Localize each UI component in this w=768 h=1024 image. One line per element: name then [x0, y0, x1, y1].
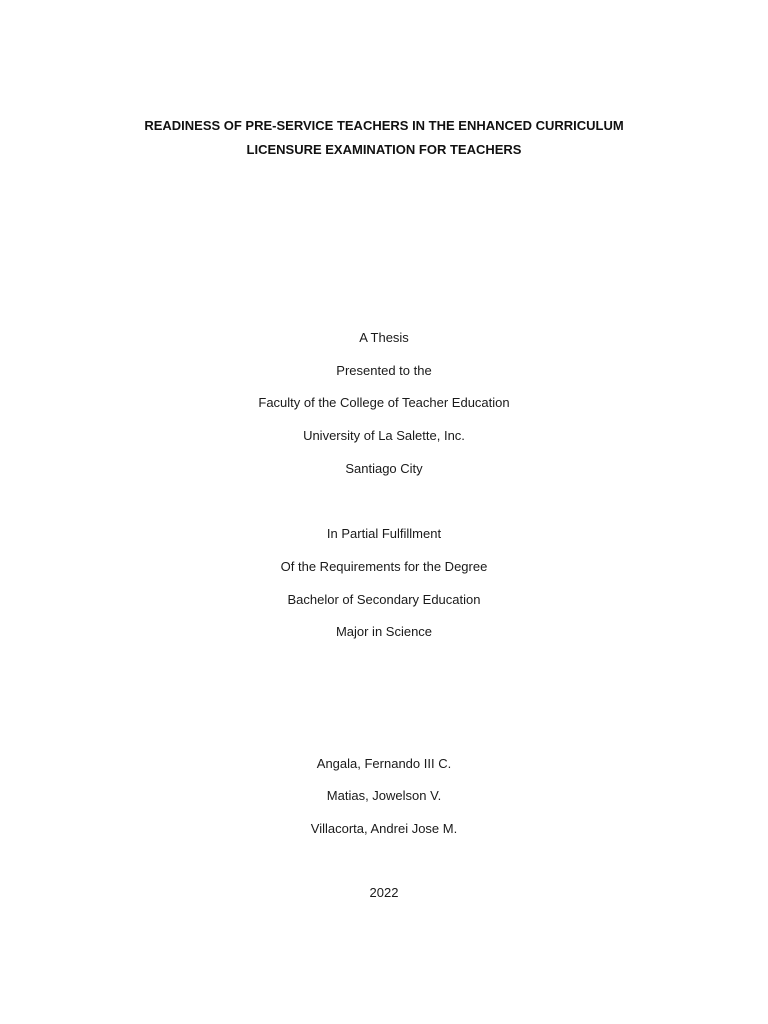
presentation-line: A Thesis	[359, 330, 409, 345]
fulfillment-line: Of the Requirements for the Degree	[280, 559, 488, 574]
presentation-line: University of La Salette, Inc.	[303, 428, 465, 443]
fulfillment-line: Bachelor of Secondary Education	[287, 592, 481, 607]
author-name: Angala, Fernando III C.	[316, 756, 452, 771]
presentation-line: Faculty of the College of Teacher Education	[258, 395, 510, 410]
author-name: Villacorta, Andrei Jose M.	[310, 821, 458, 836]
author-name: Matias, Jowelson V.	[326, 788, 442, 803]
year: 2022	[369, 885, 399, 900]
presentation-line: Santiago City	[345, 461, 423, 476]
fulfillment-line: Major in Science	[335, 624, 433, 639]
fulfillment-line: In Partial Fulfillment	[326, 526, 442, 541]
thesis-title-line-2: LICENSURE EXAMINATION FOR TEACHERS	[246, 142, 522, 157]
thesis-title-line-1: READINESS OF PRE-SERVICE TEACHERS IN THE ENHANCED CURRICULUM	[144, 118, 624, 133]
presentation-line: Presented to the	[336, 363, 432, 378]
